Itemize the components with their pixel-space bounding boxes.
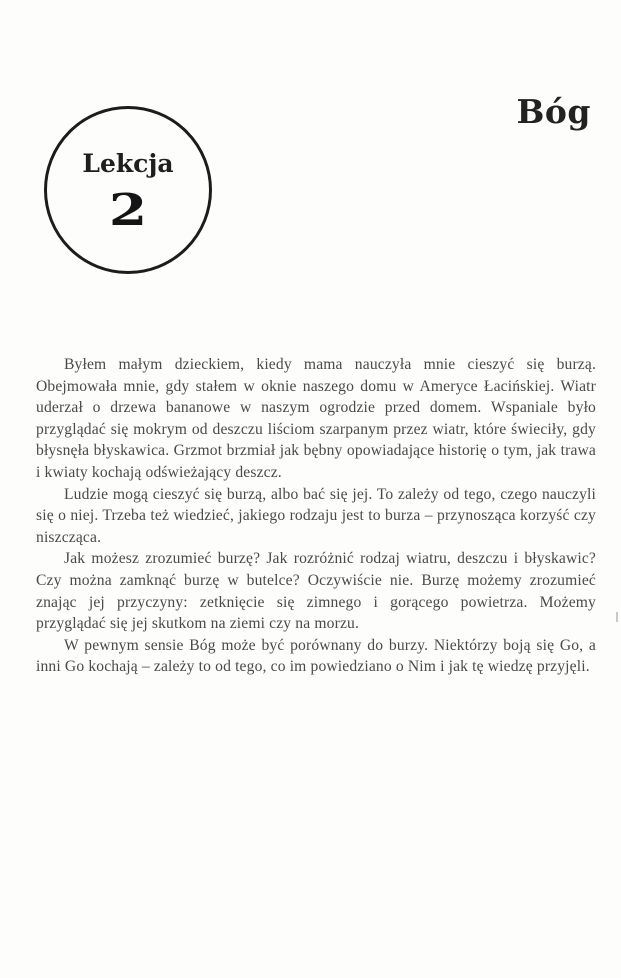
lesson-badge [44, 106, 212, 274]
chapter-title: Bóg [516, 92, 591, 131]
paragraph-3: Jak możesz zrozumieć burzę? Jak rozróżnić rodzaj wiatru, deszczu i błyskawic? Czy można zamknąć burzę w butelce? Oczywiście nie. Burzę możemy zrozumieć znając jej przyczyny: zetknięcie się zimnego i gorącego powietrza. Możemy przyglądać się jej skutkom na ziemi czy na morzu. [36, 550, 596, 633]
scan-margin-mark [616, 612, 618, 622]
paragraph-4: W pewnym sensie Bóg może być porównany do burzy. Niektórzy boją się Go, a inni Go kochają – zależy to od tego, co im powiedziano o Nim i jak tę wiedzę przyjęli. [36, 636, 596, 676]
lesson-label: Lekcja [82, 149, 174, 178]
lesson-number: 2 [108, 185, 148, 236]
paragraph-2: Ludzie mogą cieszyć się burzą, albo bać się jej. To zależy od tego, czego nauczyli się o niej. Trzeba też wiedzieć, jakiego rodzaju jest to burza – przynosząca korzyść czy niszcząca. [36, 485, 596, 546]
body-text [36, 354, 596, 678]
paragraph-1: Byłem małym dzieckiem, kiedy mama nauczyła mnie cieszyć się burzą. Obejmowała mnie, gdy stałem w oknie naszego domu w Ameryce Łacińskiej. Wiatr uderzał o drzewa bananowe w naszym ogrodzie przed domem. Wspaniale było przyglądać się mokrym od deszczu liściom szarpanym przez wiatr, które świeciły, gdy błysnęła błyskawica. Grzmot brzmiał jak bębny opowiadające historię o tym, jak trawa i kwiaty kochają odświeżający deszcz. [36, 356, 596, 481]
